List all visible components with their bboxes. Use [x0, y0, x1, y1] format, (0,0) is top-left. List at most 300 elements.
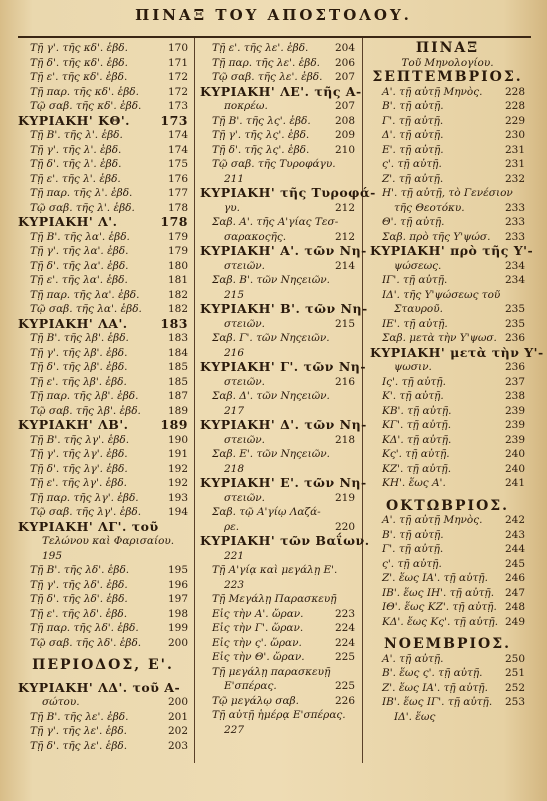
index-entry — [370, 360, 525, 375]
index-entry — [18, 143, 188, 158]
entry-label: Τῇ Α'γίᾳ καὶ μεγάλῃ Ε'. — [212, 564, 338, 576]
entry-label: ΙΕ'. τῇ αὐτῇ. — [382, 317, 448, 330]
page-number: 194 — [167, 506, 188, 518]
index-heading — [200, 243, 367, 259]
entry-label: ΚΥΡΙΑΚΗ' Α'. τῶν Νη- — [200, 243, 367, 258]
entry-label: 223 — [224, 578, 245, 591]
entry-label: ΙΒ'. ἕως ΙΓ'. τῇ αὐτῇ. — [382, 696, 493, 708]
page-number: 195 — [167, 564, 188, 576]
index-entry — [18, 491, 188, 506]
entry-label: ΚΥΡΙΑΚΗ' τῆς Τυροφά- — [200, 185, 376, 200]
index-entry — [18, 230, 188, 245]
index-heading — [18, 114, 188, 129]
page-number: 206 — [334, 56, 355, 69]
page-number: 199 — [167, 622, 188, 634]
index-heading — [18, 681, 188, 696]
index-entry — [370, 273, 525, 288]
entry-label: Τῇ δ'. τῆς λγ'. ἑβδ. — [30, 462, 128, 475]
page-number: 182 — [167, 303, 188, 315]
index-entry — [18, 56, 188, 71]
index-heading — [370, 499, 525, 514]
entry-label: Εἰς τὴν Θ'. ὥραν. — [212, 651, 305, 663]
index-entry — [370, 418, 525, 433]
index-entry — [200, 201, 355, 216]
index-heading — [200, 417, 367, 433]
index-entry — [200, 433, 355, 448]
page-number: 191 — [167, 448, 188, 460]
index-entry — [18, 534, 188, 549]
page-number: 214 — [334, 259, 355, 272]
index-entry — [200, 273, 355, 288]
index-entry — [370, 128, 525, 143]
index-entry — [370, 157, 525, 172]
page-number: 216 — [334, 375, 355, 388]
page-number: 192 — [167, 462, 188, 475]
entry-label: Τῇ γ'. τῆς λδ'. ἑβδ. — [30, 578, 128, 591]
entry-label: Τῇ Β'. τῆς λγ'. ἑβδ. — [30, 433, 130, 446]
index-entry — [200, 375, 355, 390]
entry-label: Τῇ ε'. τῆς λδ'. ἑβδ. — [30, 607, 128, 620]
index-entry — [18, 157, 188, 172]
page-number: 171 — [167, 56, 188, 69]
index-entry — [370, 542, 525, 557]
index-heading — [370, 243, 534, 259]
page-number: 235 — [504, 303, 525, 315]
page-number: 223 — [334, 607, 355, 620]
page-number: 193 — [167, 491, 188, 504]
index-entry — [370, 666, 525, 681]
index-entry — [200, 346, 355, 361]
page-number: 243 — [504, 528, 525, 541]
entry-label: Σαβ. Ε'. τῶν Νηςειῶν. — [212, 448, 330, 460]
entry-label: ΚΥΡΙΑΚΗ' Ε'. τῶν Νη- — [200, 475, 367, 490]
entry-label: Τῇ δ'. τῆς λδ'. ἑβδ. — [30, 593, 128, 605]
column-divider — [362, 38, 363, 763]
entry-label: Σαβ. Β'. τῶν Νηςειῶν. — [212, 274, 331, 286]
index-entry — [200, 404, 355, 419]
index-entry — [18, 186, 188, 201]
entry-label: Σαβ. Γ'. τῶν Νηςειῶν. — [212, 332, 330, 344]
entry-label: Τῇ γ'. τῆς λε'. ἑβδ. — [30, 725, 128, 737]
index-entry — [370, 331, 525, 346]
index-entry — [18, 505, 188, 520]
index-entry — [18, 549, 188, 564]
entry-label: Τῷ σαβ. τῆς λ'. ἑβδ. — [30, 201, 135, 214]
entry-label: Β'. τῇ αὐτῇ. — [382, 528, 444, 541]
page-number: 240 — [504, 462, 525, 475]
page-number: 241 — [504, 477, 525, 489]
column-divider — [194, 38, 195, 763]
index-entry — [18, 346, 188, 361]
entry-label: στειῶν. — [224, 375, 266, 388]
index-entry — [18, 724, 188, 739]
entry-label: Τῇ παρ. τῆς λε'. ἑβδ. — [212, 56, 321, 69]
page-number: 178 — [167, 201, 188, 214]
index-entry — [18, 563, 188, 578]
index-entry — [370, 114, 525, 129]
page-number: 190 — [167, 433, 188, 446]
entry-label: Τῇ γ'. τῆς λγ'. ἑβδ. — [30, 448, 128, 460]
entry-label: ΚΥΡΙΑΚΗ' ΛΔ'. τοῦ Α- — [18, 679, 181, 695]
index-entry — [18, 578, 188, 593]
entry-label: Τῇ παρ. τῆς λβ'. ἑβδ. — [30, 390, 139, 402]
entry-label: ρε. — [224, 520, 240, 533]
entry-label: Τῷ σαβ. τῆς λγ'. ἑβδ. — [30, 506, 142, 518]
entry-label: ΚΥΡΙΑΚΗ' ΛΓ'. τοῦ — [18, 518, 159, 534]
page-number: 228 — [504, 85, 525, 98]
page-number: 203 — [167, 739, 188, 752]
entry-label: Β'. ἕως ς'. τῇ αὐτῇ. — [382, 667, 483, 679]
index-entry — [200, 679, 355, 694]
entry-label: ΚΖ'. τῇ αὐτῇ. — [382, 462, 452, 475]
entry-label: Τῇ Β'. τῆς λβ'. ἑβδ. — [30, 332, 129, 344]
entry-label: Σταυροῦ. — [394, 303, 443, 315]
index-entry — [200, 520, 355, 535]
index-entry — [370, 615, 525, 630]
index-entry — [200, 99, 355, 114]
page-number: 179 — [167, 230, 188, 243]
index-entry — [200, 56, 355, 71]
page-number: 224 — [334, 636, 355, 649]
index-entry — [18, 433, 188, 448]
entry-label: Α'. τῇ αὐτῇ Μηνὸς. — [382, 85, 483, 98]
entry-label: ς'. τῇ αὐτῇ. — [382, 158, 442, 170]
entry-label: 218 — [224, 462, 245, 475]
index-entry — [370, 389, 525, 404]
entry-label: Τῇ παρ. τῆς λγ'. ἑβδ. — [30, 491, 139, 504]
entry-label: Τῷ σαβ. τῆς κδ'. ἑβδ. — [30, 100, 142, 112]
entry-label: Β'. τῇ αὐτῇ. — [382, 100, 444, 112]
page-number: 170 — [167, 42, 188, 54]
entry-label: ΠΙΝΑΞ — [415, 40, 480, 56]
index-entry — [370, 513, 525, 528]
entry-label: Τῇ Β'. τῆς λε'. ἑβδ. — [30, 710, 129, 723]
index-heading — [200, 301, 368, 317]
entry-label: Τῇ αὐτῇ ἡμέρᾳ Ε'σπέρας. — [212, 709, 346, 721]
entry-label: ΚΓ'. τῇ αὐτῇ. — [382, 419, 452, 431]
index-entry — [370, 695, 525, 710]
index-heading — [370, 637, 525, 652]
entry-label: Α'. τῇ αὐτῇ. — [382, 652, 444, 665]
page-number: 230 — [504, 129, 525, 141]
page-number: 210 — [334, 143, 355, 156]
index-entry — [18, 404, 188, 419]
index-entry — [18, 331, 188, 346]
entry-label: ψωσιν. — [394, 361, 432, 373]
entry-label: ΠΕΡΙΟΔΟΣ, Ε'. — [32, 657, 174, 673]
index-heading — [200, 475, 367, 491]
page-number: 231 — [504, 158, 525, 170]
index-entry — [18, 201, 188, 216]
index-entry — [200, 505, 355, 520]
index-heading — [18, 658, 188, 673]
page-number: 248 — [504, 601, 525, 613]
index-entry — [370, 172, 525, 187]
entry-label: ΚΥΡΙΑΚΗ' Β'. τῶν Νη- — [200, 301, 368, 316]
index-entry — [200, 331, 355, 346]
entry-label: Ζ'. ἕως ΙΑ'. τῇ αὐτῇ. — [382, 681, 488, 694]
page-number: 209 — [334, 129, 355, 141]
entry-label: ΚΥΡΙΑΚΗ' ΛΑ'. — [18, 315, 128, 331]
entry-label: 195 — [42, 549, 63, 562]
index-entry — [200, 230, 355, 245]
entry-label: Ε'σπέρας. — [224, 680, 277, 692]
entry-label: σώτου. — [42, 696, 80, 708]
entry-label: ΚΥΡΙΑΚΗ' ΛΒ'. — [18, 417, 129, 432]
page-number: 234 — [504, 274, 525, 286]
index-entry — [370, 259, 525, 274]
entry-label: Τῇ Β'. τῆς λ'. ἑβδ. — [30, 129, 123, 141]
index-entry — [18, 447, 188, 462]
page-number: 176 — [167, 172, 188, 185]
page-number: 183 — [160, 315, 188, 331]
index-entry — [18, 259, 188, 274]
index-column-left — [18, 41, 188, 753]
entry-label: Τῇ ε'. τῆς λ'. ἑβδ. — [30, 172, 121, 185]
index-entry — [18, 41, 188, 56]
entry-label: Τῷ σαβ. τῆς λα'. ἑβδ. — [30, 303, 142, 315]
page-number: 201 — [167, 710, 188, 723]
page-number: 228 — [504, 100, 525, 112]
entry-label: Τῇ ε'. τῆς λγ'. ἑβδ. — [30, 477, 128, 489]
index-heading — [18, 317, 188, 332]
page-number: 197 — [167, 593, 188, 605]
entry-label: Τῇ δ'. τῆς κδ'. ἑβδ. — [30, 56, 128, 69]
entry-label: ΚΗ'. ἕως Α'. — [382, 477, 446, 489]
index-heading — [18, 215, 188, 230]
index-entry — [200, 288, 355, 303]
page-number: 233 — [504, 201, 525, 214]
index-entry — [200, 491, 355, 506]
entry-label: 217 — [224, 404, 245, 417]
index-entry — [18, 244, 188, 259]
page-number: 185 — [167, 361, 188, 373]
entry-label: Τῇ γ'. τῆς κδ'. ἑβδ. — [30, 42, 128, 54]
index-heading — [200, 185, 376, 201]
page-number: 252 — [504, 681, 525, 694]
index-entry — [18, 389, 188, 404]
page-number: 207 — [334, 71, 355, 83]
entry-label: Τῷ σαβ. τῆς Τυροφάγυ. — [212, 158, 336, 170]
entry-label: Τῇ ε'. τῆς λα'. ἑβδ. — [30, 274, 128, 286]
page-number: 173 — [167, 100, 188, 112]
entry-label: Σαβ. Δ'. τῶν Νηςειῶν. — [212, 390, 330, 402]
entry-label: Τῇ Β'. τῆς λς'. ἑβδ. — [212, 114, 311, 127]
page-number: 175 — [167, 158, 188, 170]
entry-label: ΙΔ'. τῆς Υ'ψώσεως τοῦ — [382, 288, 501, 301]
entry-label: ΚΥΡΙΑΚΗ' ΛΕ'. τῆς Α- — [200, 83, 362, 99]
index-entry — [370, 528, 525, 543]
entry-label: Εἰς τὴν ς'. ὥραν. — [212, 636, 302, 649]
index-entry — [200, 172, 355, 187]
page-number: 219 — [334, 491, 355, 504]
entry-label: ΚΒ'. τῇ αὐτῇ. — [382, 404, 452, 417]
index-entry — [370, 433, 525, 448]
entry-label: ψώσεως. — [394, 259, 442, 272]
index-heading — [18, 418, 188, 433]
entry-label: Τῇ Β'. τῆς λα'. ἑβδ. — [30, 230, 130, 243]
entry-label: 215 — [224, 288, 245, 301]
index-entry — [18, 607, 188, 622]
index-entry — [18, 273, 188, 288]
entry-label: Τῇ δ'. τῆς λε'. ἑβδ. — [30, 739, 128, 752]
entry-label: Σαβ. μετὰ τὴν Υ'ψωσ. — [382, 332, 497, 344]
entry-label: Τῷ σαβ. τῆς λε'. ἑβδ. — [212, 71, 323, 83]
index-entry — [200, 708, 355, 723]
page-number: 189 — [167, 404, 188, 417]
index-entry — [18, 462, 188, 477]
page-number: 225 — [334, 680, 355, 692]
index-entry — [200, 607, 355, 622]
entry-label: Τελώνου καὶ Φαρισαίου. — [42, 535, 175, 547]
index-heading — [200, 83, 362, 100]
page-number: 250 — [504, 652, 525, 665]
index-entry — [200, 563, 355, 578]
index-entry — [200, 665, 355, 680]
entry-label: Τῷ σαβ. τῆς λβ'. ἑβδ. — [30, 404, 141, 417]
index-entry — [18, 99, 188, 114]
page-number: 236 — [504, 361, 525, 373]
index-entry — [200, 636, 355, 651]
entry-label: ΚΥΡΙΑΚΗ' ΚΘ'. — [18, 112, 131, 128]
entry-label: στειῶν. — [224, 433, 266, 446]
page-number: 231 — [504, 143, 525, 156]
entry-label: Τῇ Β'. τῆς λδ'. ἑβδ. — [30, 564, 130, 576]
page-number: 187 — [167, 390, 188, 402]
index-heading — [370, 70, 525, 85]
page-number: 177 — [167, 187, 188, 199]
index-entry — [18, 288, 188, 303]
entry-label: Ε'. τῇ αὐτῇ. — [382, 143, 444, 156]
index-entry — [370, 571, 525, 586]
entry-label: Τῇ μεγάλῃ παρασκευῇ — [212, 665, 331, 678]
entry-label: ς'. τῇ αὐτῇ. — [382, 557, 442, 570]
page-number: 249 — [504, 615, 525, 628]
index-entry — [370, 652, 525, 667]
page-number: 173 — [160, 112, 188, 128]
index-entry — [370, 710, 525, 725]
entry-label: Τῇ παρ. τῆς λδ'. ἑβδ. — [30, 622, 139, 634]
page-number: 182 — [167, 288, 188, 301]
entry-label: Α'. τῇ αὐτῇ Μηνὸς. — [382, 514, 483, 526]
page-number: 212 — [334, 230, 355, 243]
index-heading — [370, 41, 525, 56]
page-number: 253 — [504, 696, 525, 708]
entry-label: ΟΚΤΩΒΡΙΟΣ. — [385, 497, 510, 514]
index-entry — [370, 230, 525, 245]
index-entry — [370, 302, 525, 317]
index-entry — [370, 215, 525, 230]
entry-label: 211 — [224, 172, 245, 185]
page-number: 200 — [167, 636, 188, 649]
entry-label: Τῇ γ'. τῆς λα'. ἑβδ. — [30, 245, 129, 257]
entry-label: Σαβ. πρὸ τῆς Υ'ψώσ. — [382, 230, 491, 243]
page-number: 179 — [167, 245, 188, 257]
page-number: 251 — [504, 667, 525, 679]
index-entry — [370, 375, 525, 390]
entry-label: Τῇ ε'. τῆς λβ'. ἑβδ. — [30, 375, 127, 388]
entry-label: ΚΥΡΙΑΚΗ' Γ'. τῶν Νη- — [200, 359, 367, 374]
entry-label: ΙΔ'. ἕως — [394, 710, 436, 723]
page-number: 233 — [504, 216, 525, 228]
index-entry — [200, 114, 355, 129]
page-number: 244 — [504, 543, 525, 555]
entry-label: ΚΔ'. ἕως Κς'. τῇ αὐτῇ. — [382, 615, 499, 628]
entry-label: τῆς Θεοτόκυ. — [394, 201, 465, 214]
entry-label: Η'. τῇ αὐτῇ, τὸ Γενέσιον — [382, 187, 513, 199]
index-entry — [200, 143, 355, 158]
page-number: 240 — [504, 448, 525, 460]
index-column-middle — [200, 41, 376, 737]
entry-label: ΚΥΡΙΑΚΗ' μετὰ τὴν Υ'- — [370, 344, 544, 360]
page-number: 246 — [504, 572, 525, 584]
entry-label: Τοῦ Μηνολογίου. — [401, 56, 494, 69]
index-entry — [370, 404, 525, 419]
entry-label: Τῇ παρ. τῆς λ'. ἑβδ. — [30, 187, 133, 199]
page-number: 232 — [504, 172, 525, 185]
entry-label: Τῇ Μεγάλῃ Παρασκευῇ — [212, 593, 337, 605]
index-entry — [370, 56, 525, 71]
page-number: 247 — [504, 586, 525, 599]
index-heading — [200, 533, 370, 549]
index-entry — [370, 557, 525, 572]
entry-label: ΙΓ'. τῇ αὐτῇ. — [382, 274, 448, 286]
index-entry — [18, 621, 188, 636]
page-number: 229 — [504, 114, 525, 127]
page-number: 237 — [504, 375, 525, 388]
entry-label: στειῶν. — [224, 491, 266, 504]
index-entry — [370, 681, 525, 696]
entry-label: Τῇ γ'. τῆς λβ'. ἑβδ. — [30, 346, 128, 359]
entry-label: Τῇ ε'. τῆς λε'. ἑβδ. — [212, 42, 309, 54]
index-heading — [18, 520, 188, 535]
index-entry — [18, 360, 188, 375]
page-number: 172 — [167, 85, 188, 98]
index-entry — [200, 650, 355, 665]
index-entry — [370, 447, 525, 462]
page-number: 239 — [504, 419, 525, 431]
index-entry — [18, 172, 188, 187]
page-number: 218 — [334, 433, 355, 446]
entry-label: ΚΥΡΙΑΚΗ' πρὸ τῆς Υ'- — [370, 243, 534, 258]
entry-label: Εἰς τὴν Γ'. ὥραν. — [212, 622, 304, 634]
page-number: 233 — [504, 230, 525, 243]
index-entry — [200, 447, 355, 462]
page-number: 204 — [334, 42, 355, 54]
index-entry — [200, 157, 355, 172]
index-entry — [200, 389, 355, 404]
index-entry — [18, 636, 188, 651]
entry-label: Γ'. τῇ αὐτῇ. — [382, 114, 444, 127]
index-heading — [200, 359, 367, 375]
page-number: 174 — [167, 143, 188, 156]
index-entry — [370, 186, 525, 201]
page-number: 178 — [160, 214, 188, 229]
page-number: 224 — [334, 622, 355, 634]
entry-label: Θ'. τῇ αὐτῇ. — [382, 216, 445, 228]
entry-label: ΙΒ'. ἕως ΙΗ'. τῇ αὐτῇ. — [382, 586, 495, 599]
index-entry — [200, 694, 355, 709]
entry-label: ΣΕΠΤΕΜΒΡΙΟΣ. — [372, 69, 523, 85]
page-number: 196 — [167, 578, 188, 591]
index-entry — [370, 586, 525, 601]
entry-label: γυ. — [224, 201, 240, 214]
page-number: 236 — [504, 332, 525, 344]
entry-label: ΚΥΡΙΑΚΗ' τῶν Βαΐων. — [200, 533, 370, 548]
entry-label: Δ'. τῇ αὐτῇ. — [382, 129, 444, 141]
page-number: 226 — [334, 694, 355, 707]
index-entry — [18, 592, 188, 607]
